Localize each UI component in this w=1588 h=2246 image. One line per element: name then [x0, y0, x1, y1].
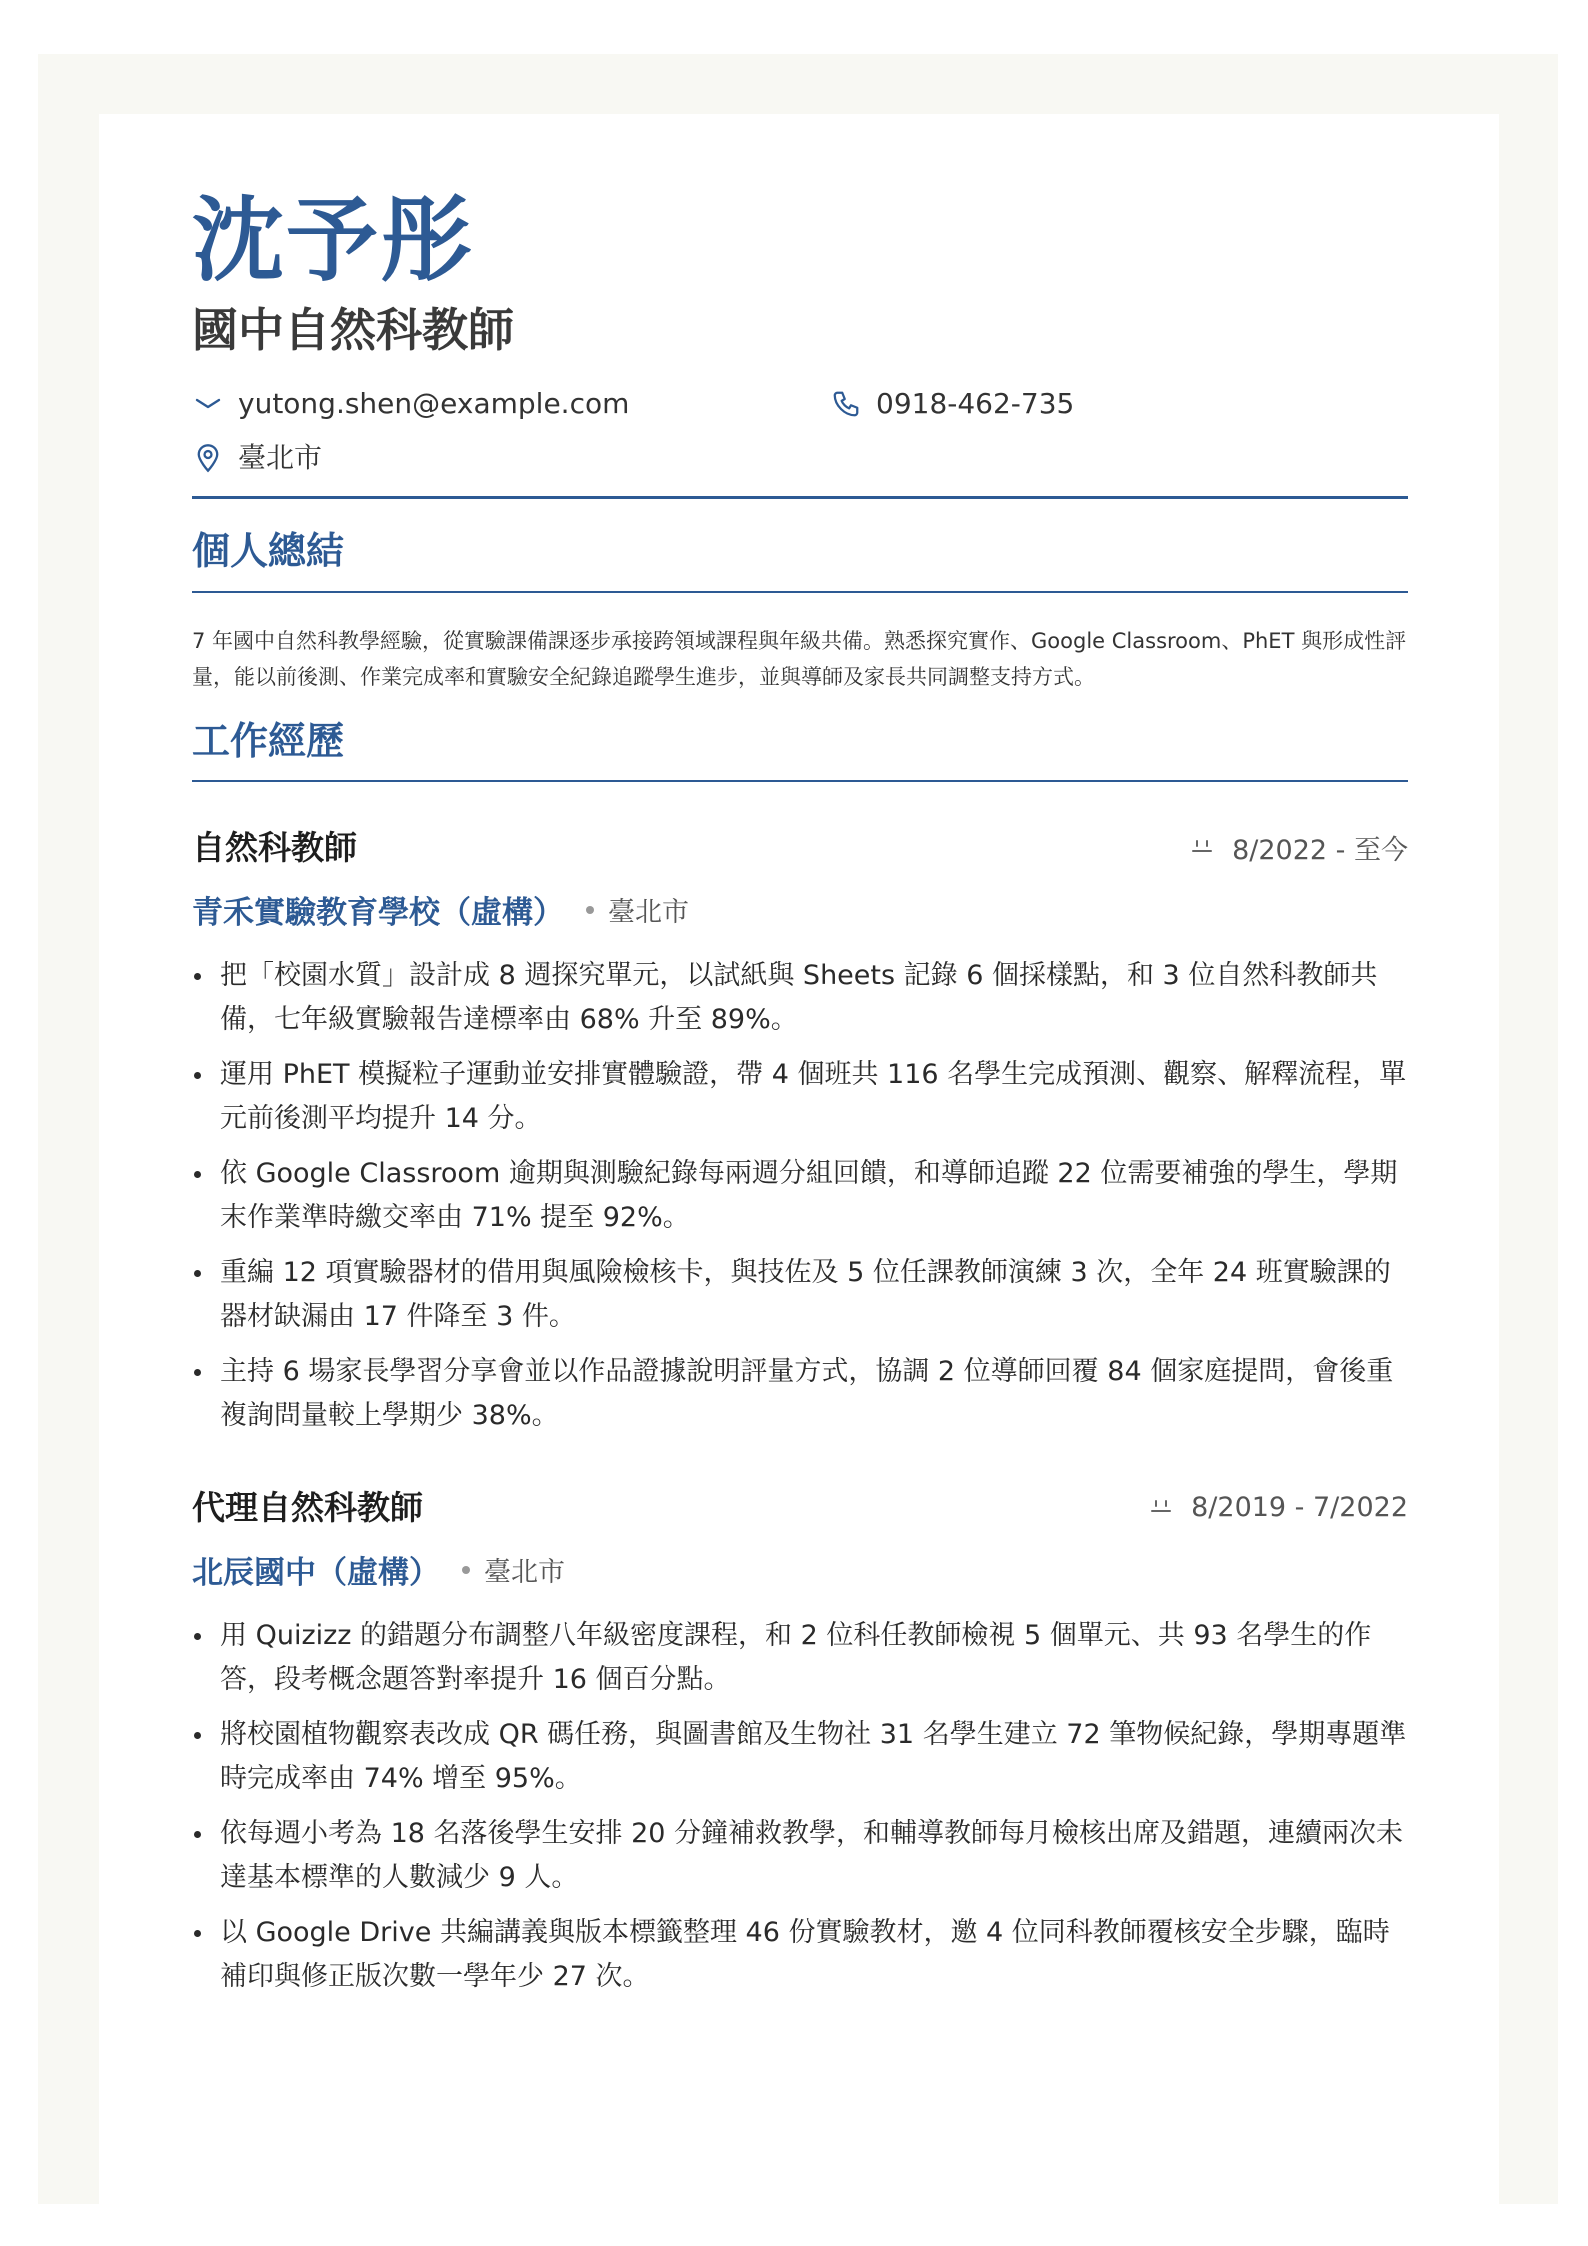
list-item: 用 Quizizz 的錯題分布調整八年級密度課程，和 2 位科任教師檢視 5 個單元、共 93 名學生的作答，段考概念題答對率提升 16 個百分點。 [192, 1614, 1408, 1702]
calendar-icon [1145, 1491, 1177, 1523]
list-item: 把「校園水質」設計成 8 週探究單元，以試紙與 Sheets 記錄 6 個採樣點，和 3 位自然科教師共備，七年級實驗報告達標率由 68% 升至 89%。 [192, 954, 1408, 1042]
candidate-title: 國中自然科教師 [192, 303, 514, 358]
job-entry [192, 822, 1408, 1438]
list-item: 運用 PhET 模擬粒子運動並安排實體驗證，帶 4 個班共 116 名學生完成預測、觀察、解釋流程，單元前後測平均提升 14 分。 [192, 1053, 1408, 1141]
contact-email[interactable] [192, 384, 629, 424]
job-entry [192, 1482, 1408, 1999]
experience-heading: 工作經歷 [192, 718, 345, 763]
job-bullets [192, 1614, 1408, 1999]
list-item: 主持 6 場家長學習分享會並以作品證據說明評量方式，協調 2 位導師回覆 84 個家庭提問，會後重複詢問量較上學期少 38%。 [192, 1350, 1408, 1438]
summary-heading: 個人總結 [192, 529, 345, 574]
list-item: 依每週小考為 18 名落後學生安排 20 分鐘補救教學，和輔導教師每月檢核出席及錯題，連續兩次未達基本標準的人數減少 9 人。 [192, 1812, 1408, 1900]
job-bullets [192, 954, 1408, 1438]
organization-location: 臺北市 [608, 897, 689, 929]
mail-chevron-icon [192, 388, 224, 420]
job-dates-text: 8/2022 - 至今 [1232, 834, 1408, 866]
job-role: 代理自然科教師 [192, 1488, 423, 1528]
summary-divider [192, 591, 1408, 593]
experience-divider [192, 780, 1408, 782]
map-pin-icon [192, 442, 224, 474]
list-item: 以 Google Drive 共編講義與版本標籤整理 46 份實驗教材，邀 4 位同科教師覆核安全步驟，臨時補印與修正版次數一學年少 27 次。 [192, 1911, 1408, 1999]
job-role: 自然科教師 [192, 828, 357, 868]
list-item: 重編 12 項實驗器材的借用與風險檢核卡，與技佐及 5 位任課教師演練 3 次，全年 24 班實驗課的器材缺漏由 17 件降至 3 件。 [192, 1251, 1408, 1339]
resume-content [192, 187, 1408, 2010]
list-item: 依 Google Classroom 逾期與測驗紀錄每兩週分組回饋，和導師追蹤 22 位需要補強的學生，學期末作業準時繳交率由 71% 提至 92%。 [192, 1152, 1408, 1240]
contact-phone[interactable] [830, 384, 1074, 424]
email-text: yutong.shen@example.com [238, 387, 630, 421]
separator-dot [462, 1566, 470, 1574]
phone-icon [830, 388, 862, 420]
phone-text: 0918-462-735 [876, 387, 1075, 421]
organization-name: 北辰國中（虛構） [192, 1555, 440, 1592]
organization-name: 青禾實驗教育學校（虛構） [192, 895, 564, 932]
job-dates-text: 8/2019 - 7/2022 [1191, 1491, 1408, 1523]
calendar-icon [1186, 831, 1218, 863]
candidate-name: 沈予彤 [192, 187, 475, 294]
contact-location [192, 438, 322, 478]
summary-text: 7 年國中自然科教學經驗，從實驗課備課逐步承接跨領域課程與年級共備。熟悉探究實作、Google Classroom、PhET 與形成性評量，能以前後測、作業完成率和實驗安全紀錄追蹤學生進步，並與導師及家長共同調整支持方式。 [192, 628, 1407, 689]
separator-dot [586, 906, 594, 914]
contact-info [192, 384, 1408, 484]
location-text: 臺北市 [238, 441, 323, 475]
job-dates [1186, 828, 1408, 867]
organization-location: 臺北市 [484, 1557, 565, 1589]
job-dates [1145, 1491, 1408, 1523]
list-item: 將校園植物觀察表改成 QR 碼任務，與圖書館及生物社 31 名學生建立 72 筆物候紀錄，學期專題準時完成率由 74% 增至 95%。 [192, 1713, 1408, 1801]
header-divider [192, 496, 1408, 499]
